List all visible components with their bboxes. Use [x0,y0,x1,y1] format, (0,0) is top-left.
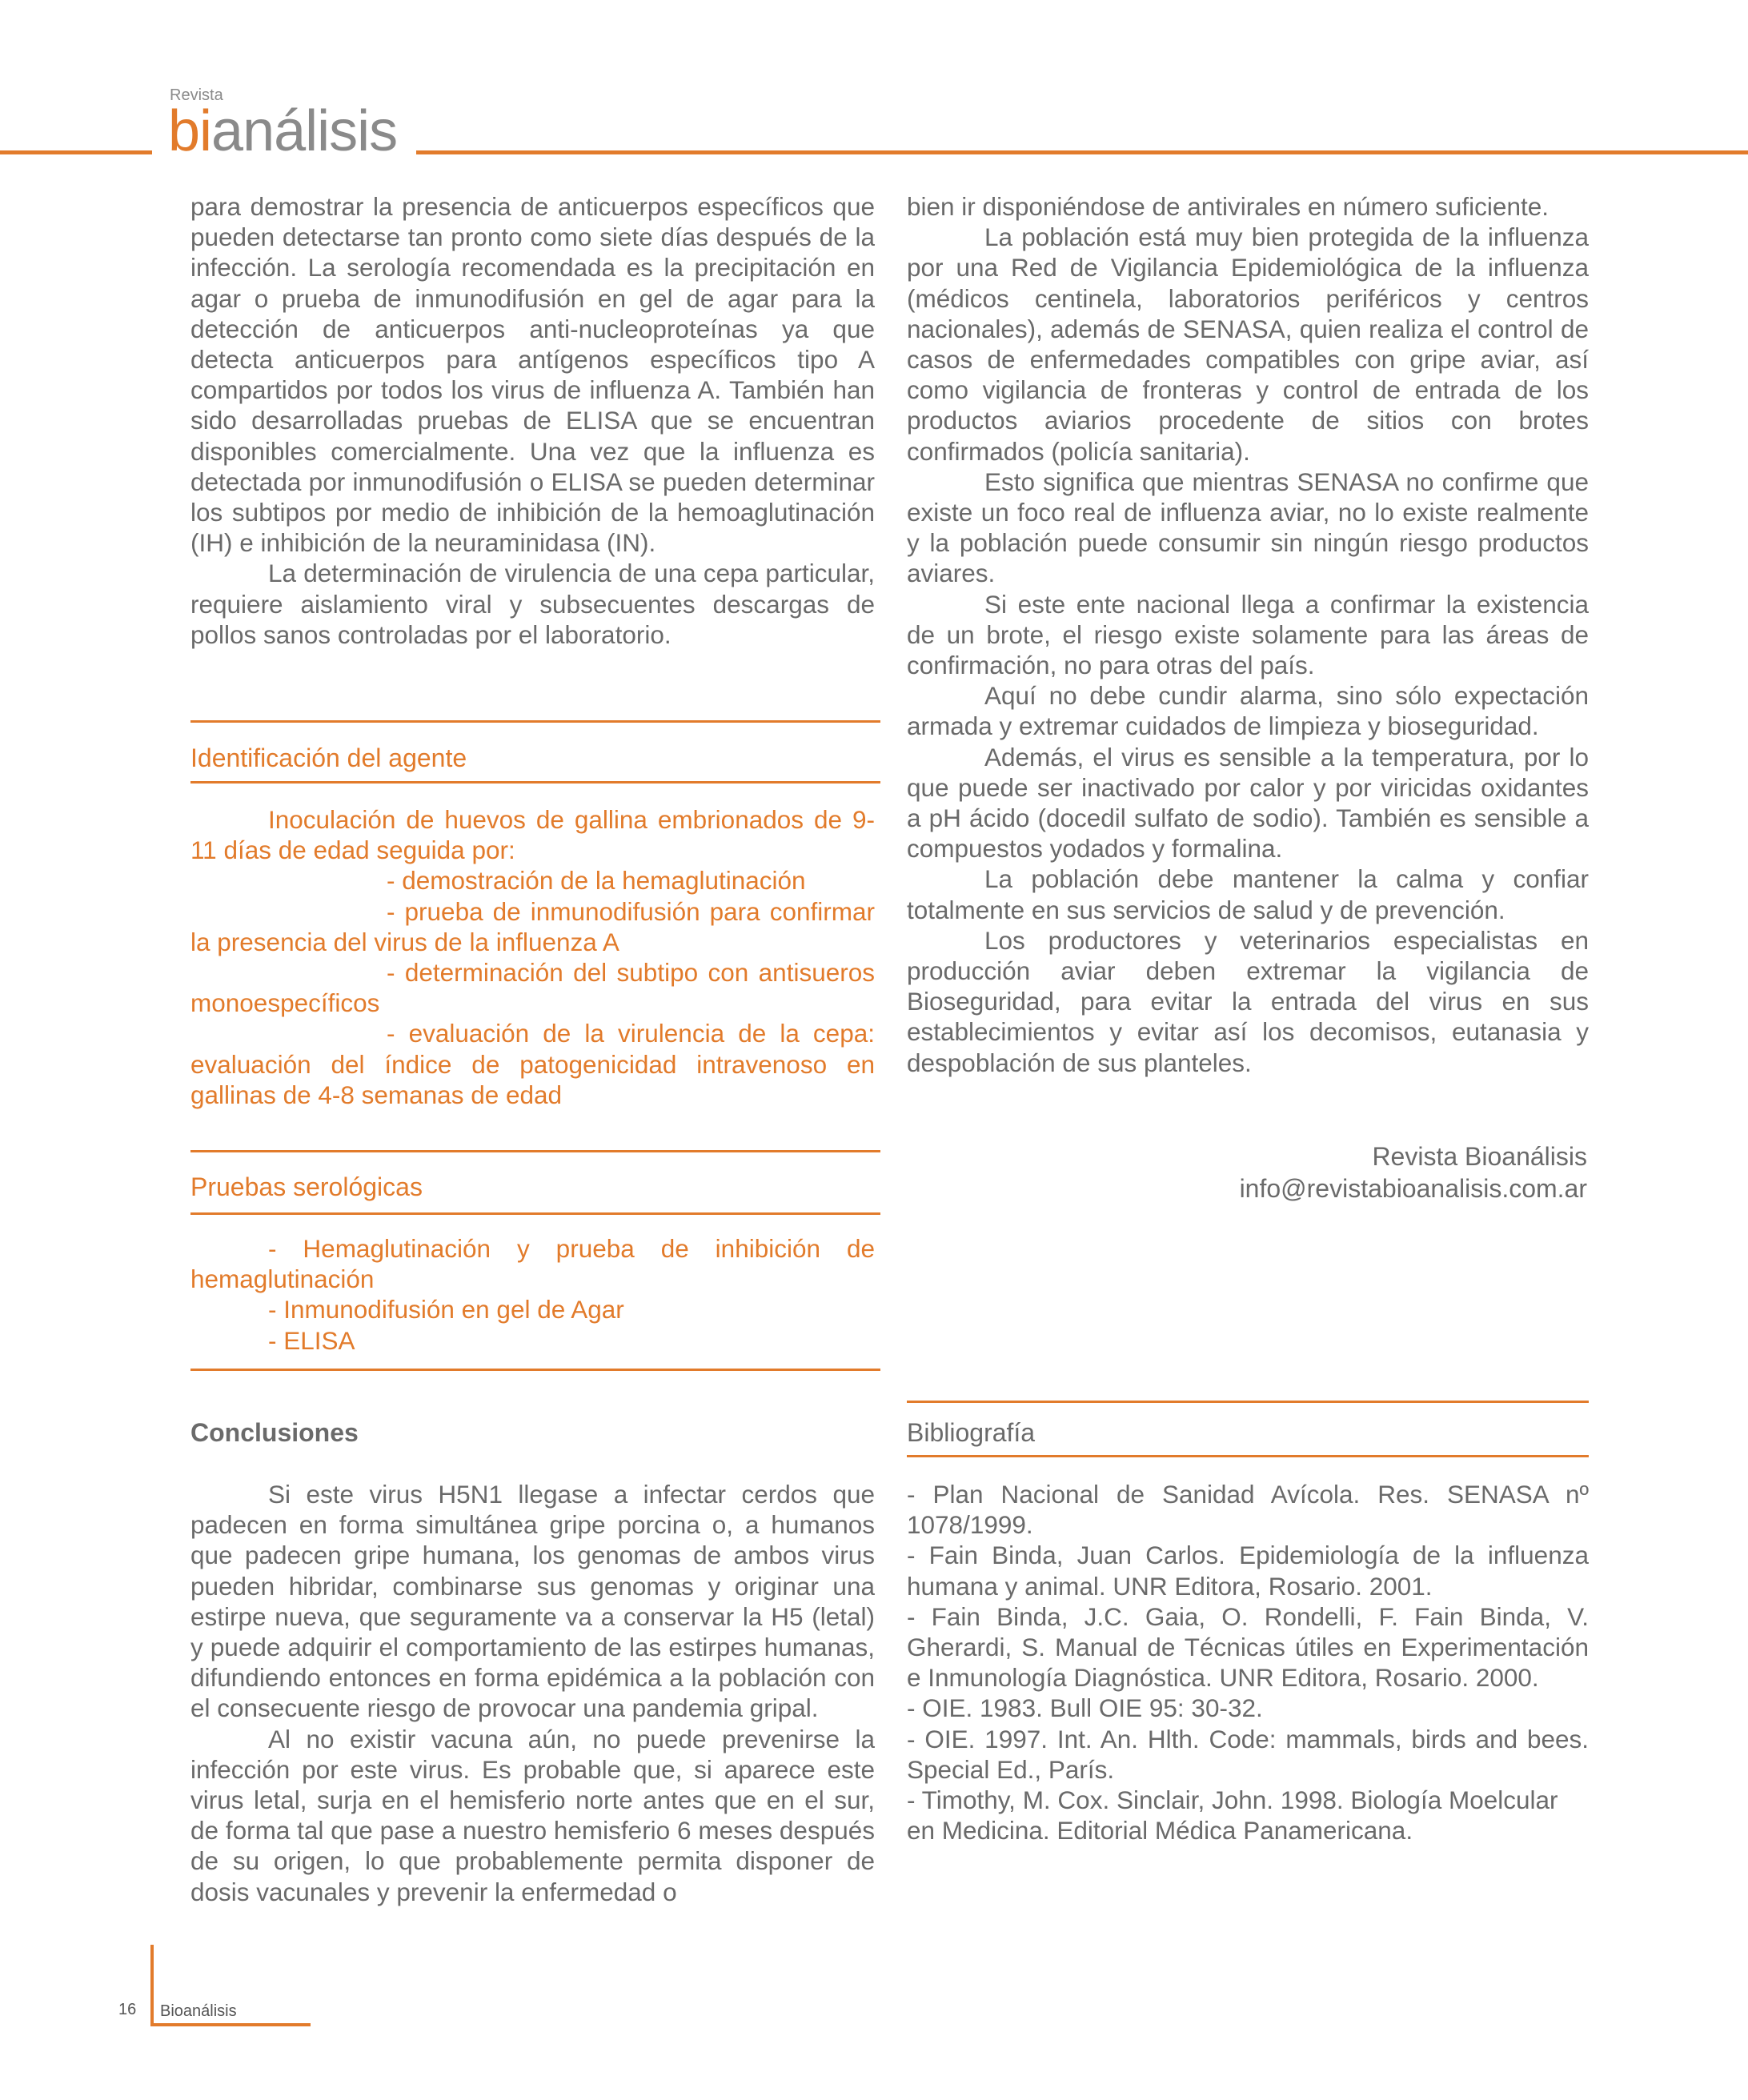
bibliografia-item-3: - Fain Binda, J.C. Gaia, O. Rondelli, F. Fain Binda, V. Gherardi, S. Manual de Técnicas útiles en Experimentación e Inmunología Diagnóstica. UNR Editora, Rosario. 2000. [907,1601,1589,1693]
right-paragraph-6: Además, el virus es sensible a la temperatura, por lo que puede ser inactivado por calor y por viricidas oxidantes a pH ácido (docedil sulfato de sodio). También es sensible a compuestos yodados y formalina. [907,742,1589,864]
signature [903,1140,1587,1204]
footer-horizontal-rule [150,2023,311,2026]
bibliografia-rule-bottom [907,1455,1589,1457]
bibliografia-item-4: - OIE. 1983. Bull OIE 95: 30-32. [907,1693,1263,1723]
bibliografia-title: Bibliografía [907,1418,1036,1447]
identificacion-item-4: - evaluación de la virulencia de la cepa: evaluación del índice de patogenicidad intravenoso en gallinas de 4-8 semanas de edad [190,1019,875,1109]
pruebas-rule-bottom [190,1212,880,1215]
right-column [907,191,1589,1078]
right-paragraph-2: La población está muy bien protegida de la influenza por una Red de Vigilancia Epidemiológica de la influenza (médicos centinela, laboratorios periféricos y centros nacionales), además de SENASA, quien realiza el control de casos de enfermedades compatibles con gripe aviar, así como vigilancia de fronteras y control de entrada de los productos aviarios procedente de sitios con brotes confirmados (policía sanitaria). [907,222,1589,466]
bibliografia-item-6: - Timothy, M. Cox. Sinclair, John. 1998. Biología Moelcular en Medicina. Editorial Médica Panamericana. [907,1785,1558,1846]
identificacion-body [190,804,875,1110]
left-paragraph-2: La determinación de virulencia de una cepa particular, requiere aislamiento viral y subsecuentes descargas de pollos sanos controladas por el laboratorio. [190,559,875,649]
bibliografia-list [907,1479,1589,1846]
logo-part-b: análisis [211,99,398,163]
bibliografia-rule-top [907,1401,1589,1403]
right-paragraph-7: La población debe mantener la calma y confiar totalmente en sus servicios de salud y de prevención. [907,864,1589,924]
header-rule-left [0,150,152,154]
identificacion-item-2: - prueba de inmunodifusión para confirmar la presencia del virus de la influenza A [190,896,875,956]
header-rule-right [416,150,1748,154]
logo [168,99,397,163]
right-paragraph-4: Si este ente nacional llega a confirmar la existencia de un brote, el riesgo existe solamente para las áreas de confirmación, no para otras del país. [907,589,1589,680]
conclusiones-body [190,1479,875,1907]
pruebas-rule-top [190,1150,880,1152]
signature-email[interactable]: info@revistabioanalisis.com.ar [1239,1174,1587,1203]
bibliografia-item-1: - Plan Nacional de Sanidad Avícola. Res. SENASA nº 1078/1999. [907,1480,1589,1540]
footer-vertical-rule [150,1945,154,2025]
bibliografia-item-5: - OIE. 1997. Int. An. Hlth. Code: mammals, birds and bees. Special Ed., París. [907,1724,1589,1784]
pruebas-item-1: - Hemaglutinación y prueba de inhibición de hemaglutinación [190,1234,875,1294]
pruebas-item-3: - ELISA [268,1325,355,1355]
identificacion-intro: Inoculación de huevos de gallina embrionados de 9-11 días de edad seguida por: [190,805,875,865]
identificacion-title: Identificación del agente [190,743,467,772]
conclusiones-paragraph-1: Si este virus H5N1 llegase a infectar cerdos que padecen en forma simultánea gripe porcina o, a humanos que padecen gripe humana, los genomas de ambos virus pueden hibridar, combinarse sus genomas y originar una estirpe nueva, que seguramente va a conservar la H5 (letal) y puede adquirir el comportamiento de las estirpes humanas, difundiendo entonces en forma epidémica a la población con el consecuente riesgo de provocar una pandemia gripal. [190,1480,875,1723]
right-paragraph-3: Esto significa que mientras SENASA no confirme que existe un foco real de influenza aviar, no lo existe realmente y la población puede consumir sin ningún riesgo productos aviares. [907,467,1589,588]
page-number: 16 [118,2001,137,2018]
right-paragraph-8: Los productores y veterinarios especialistas en producción aviar deben extremar la vigilancia de Bioseguridad, para evitar la entrada del virus en sus establecimientos y evitar así los decomisos, eutanasia y despoblación de sus planteles. [907,925,1589,1077]
left-paragraph-1: para demostrar la presencia de anticuerpos específicos que pueden detectarse tan pronto como siete días después de la infección. La serología recomendada es la precipitación en agar o prueba de inmunodifusión en gel de agar para la detección de anticuerpos anti-nucleoproteínas ya que detecta anticuerpos para antígenos específicos tipo A compartidos por todos los virus de influenza A. También han sido desarrolladas pruebas de ELISA que se encuentran disponibles comercialmente. Una vez que la influenza es detectada por inmunodifusión o ELISA se pueden determinar los subtipos por medio de inhibición de la hemoaglutinación (IH) e inhibición de la neuraminidasa (IN). [190,192,875,558]
pruebas-rule-end [190,1369,880,1371]
conclusiones-title: Conclusiones [190,1418,359,1447]
pruebas-title: Pruebas serológicas [190,1172,423,1201]
footer-publication: Bioanálisis [160,2002,237,2020]
identificacion-rule-bottom [190,781,880,783]
identificacion-rule-top [190,720,880,723]
pruebas-item-2: - Inmunodifusión en gel de Agar [268,1295,624,1325]
conclusiones-paragraph-2: Al no existir vacuna aún, no puede prevenirse la infección por este virus. Es probable que, si aparece este virus letal, surja en el hemisferio norte antes que en el sur, de forma tal que pase a nuestro hemisferio 6 meses después de su origen, lo que probablemente permita disponer de dosis vacunales y prevenir la enfermedad o [190,1724,875,1906]
left-intro [190,191,875,650]
right-paragraph-1: bien ir disponiéndose de antivirales en número suficiente. [907,192,1549,221]
identificacion-item-1: - demostración de la hemaglutinación [387,866,806,896]
right-paragraph-5: Aquí no debe cundir alarma, sino sólo expectación armada y extremar cuidados de limpieza y bioseguridad. [907,681,1589,741]
signature-name: Revista Bioanálisis [1372,1142,1587,1171]
bibliografia-item-2: - Fain Binda, Juan Carlos. Epidemiología de la influenza humana y animal. UNR Editora, Rosario. 2001. [907,1541,1589,1601]
pruebas-body [190,1233,875,1356]
identificacion-item-3: - determinación del subtipo con antisueros monoespecíficos [190,958,875,1018]
logo-part-a: bi [168,99,212,163]
logo-revista-label: Revista [170,86,223,104]
